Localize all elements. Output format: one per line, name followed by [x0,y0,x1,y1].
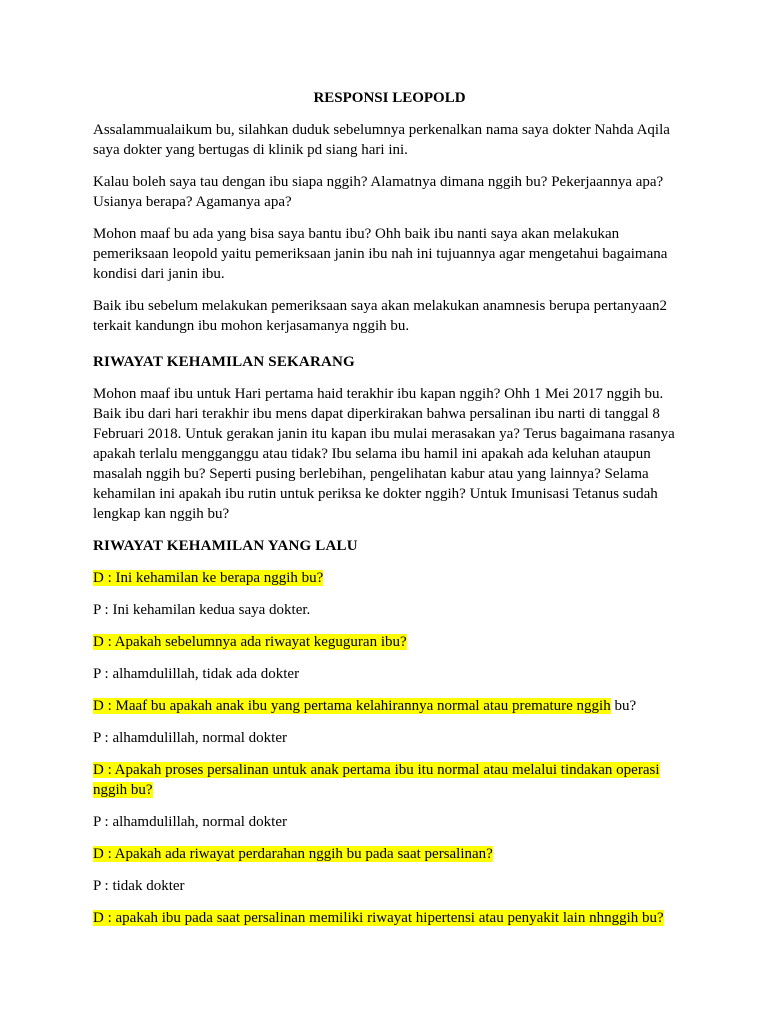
doctor-line [93,844,678,864]
doctor-line [93,568,678,588]
intro-paragraph-1: Assalammualaikum bu, silahkan duduk sebelumnya perkenalkan nama saya dokter Nahda Aqila saya dokter yang bertugas di klinik pd siang hari ini. [93,122,670,158]
doctor-line [93,632,678,652]
intro-paragraph-4: Baik ibu sebelum melakukan pemeriksaan saya akan melakukan anamnesis berupa pertanyaan2 terkait kandungn ibu mohon kerjasamanya nggih bu. [93,298,667,334]
document-title: RESPONSI LEOPOLD [313,90,466,106]
doctor-question-3: D : Maaf bu apakah anak ibu yang pertama kelahirannya normal atau premature nggih [93,698,611,714]
patient-answer-3: P : alhamdulillah, normal dokter [93,730,287,746]
doctor-line [93,908,678,928]
section-heading-past-pregnancy: RIWAYAT KEHAMILAN YANG LALU [93,538,358,554]
doctor-line [93,760,678,800]
dialog-list [93,568,678,928]
current-pregnancy-paragraph: Mohon maaf ibu untuk Hari pertama haid terakhir ibu kapan nggih? Ohh 1 Mei 2017 nggih bu. Baik ibu dari hari terakhir ibu mens dapat diperkirakan bahwa persalinan ibu narti di tanggal 8 Februari 2018. Untuk gerakan janin itu kapan ibu mulai merasakan ya? Terus bagaimana rasanya apakah terlalu mengganggu atau tidak? Ibu selama ibu hamil ini apakah ada keluhan ataupun masalah nggih bu? Seperti pusing berlebihan, pengelihatan kabur atau yang lainnya? Selama kehamilan ini apakah ibu rutin untuk periksa ke dokter nggih? Untuk Imunisasi Tetanus sudah lengkap kan nggih bu? [93,386,675,522]
patient-answer-1: P : Ini kehamilan kedua saya dokter. [93,602,311,618]
section-heading-current-pregnancy: RIWAYAT KEHAMILAN SEKARANG [93,354,355,370]
doctor-question-1: D : Ini kehamilan ke berapa nggih bu? [93,570,324,586]
intro-paragraph-3: Mohon maaf bu ada yang bisa saya bantu ibu? Ohh baik ibu nanti saya akan melakukan pemeriksaan leopold yaitu pemeriksaan janin ibu nah ini tujuannya agar mengetahui bagaimana kondisi dari janin ibu. [93,226,668,282]
doctor-question-5: D : Apakah ada riwayat perdarahan nggih bu pada saat persalinan? [93,846,493,862]
patient-answer-2: P : alhamdulillah, tidak ada dokter [93,666,300,682]
patient-answer-4: P : alhamdulillah, normal dokter [93,814,287,830]
doctor-question-6: D : apakah ibu pada saat persalinan memiliki riwayat hipertensi atau penyakit lain nhnggih bu? [93,910,664,926]
intro-paragraph-2: Kalau boleh saya tau dengan ibu siapa nggih? Alamatnya dimana nggih bu? Pekerjaannya apa? Usianya berapa? Agamanya apa? [93,174,664,210]
doctor-line [93,696,678,716]
doctor-question-4: D : Apakah proses persalinan untuk anak pertama ibu itu normal atau melalui tindakan operasi nggih bu? [93,762,660,798]
doctor-question-3-tail: bu? [610,698,637,714]
doctor-question-2: D : Apakah sebelumnya ada riwayat keguguran ibu? [93,634,407,650]
patient-answer-5: P : tidak dokter [93,878,185,894]
